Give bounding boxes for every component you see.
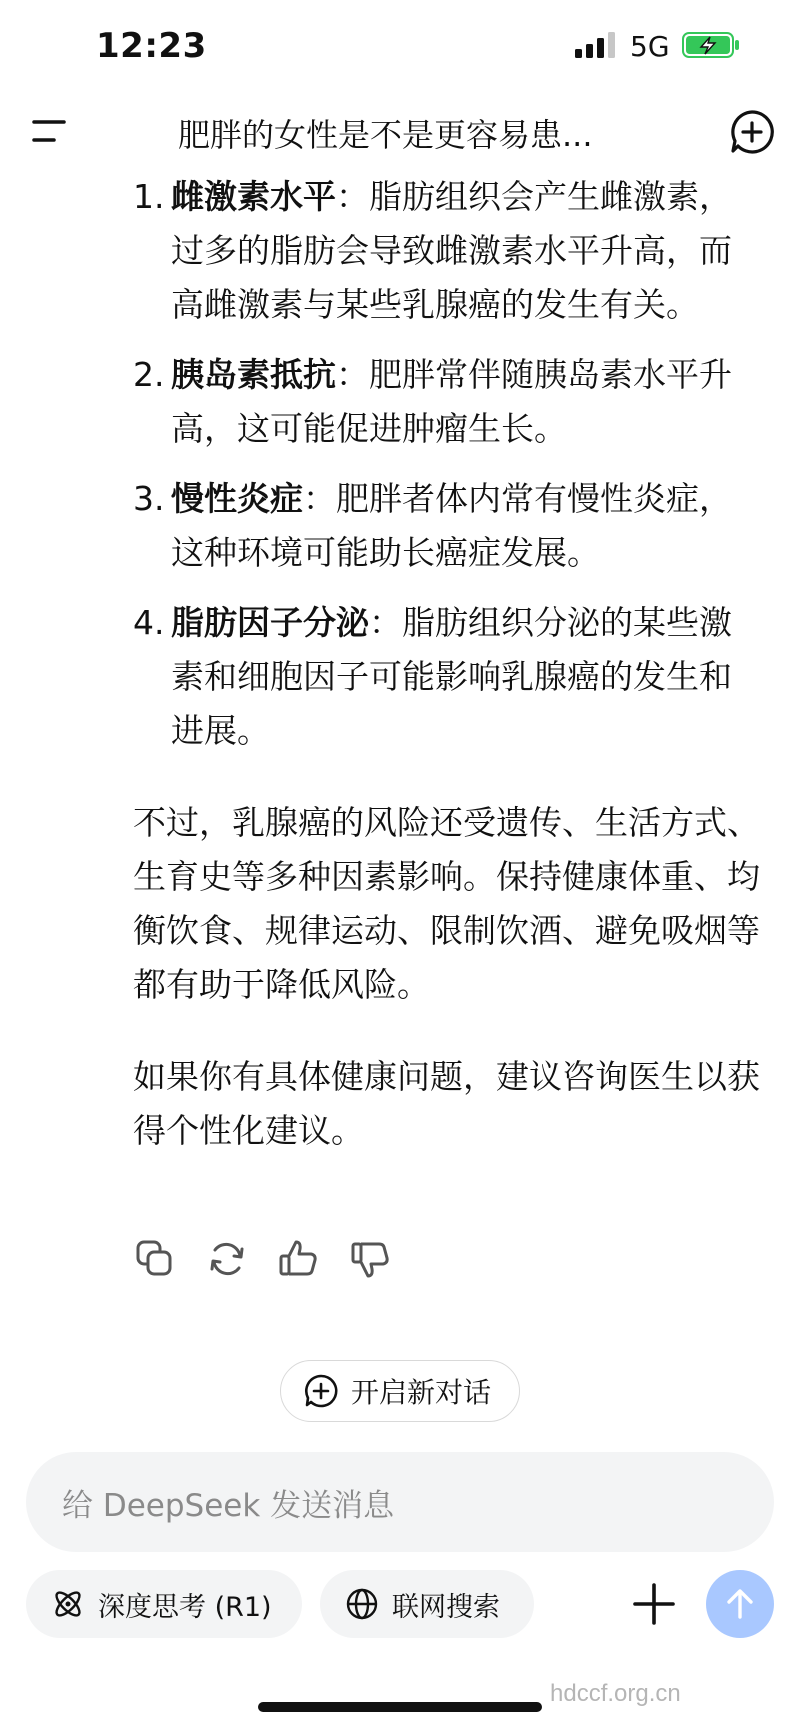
list-item [133, 596, 763, 758]
watermark: hdccf.org.cn [550, 1680, 681, 1707]
chat-title: 肥胖的女性是不是更容易患... [178, 116, 593, 154]
list-separator: ： [336, 177, 369, 216]
message-paragraph: 如果你有具体健康问题，建议咨询医生以获得个性化建议。 [133, 1057, 760, 1150]
list-term: 脂肪因子分泌 [171, 603, 369, 642]
chat-header [0, 96, 800, 168]
message-input-placeholder: 给 DeepSeek 发送消息 [62, 1487, 395, 1524]
plus-icon[interactable] [632, 1582, 676, 1626]
home-indicator [258, 1702, 542, 1712]
list-separator: ： [336, 355, 369, 394]
message-actions [134, 1238, 434, 1282]
menu-icon[interactable] [30, 112, 74, 152]
send-button[interactable] [706, 1570, 774, 1638]
status-bar [0, 0, 800, 96]
new-chat-icon [303, 1373, 339, 1409]
assistant-message [133, 170, 763, 1158]
list-number: 4. [133, 603, 165, 642]
battery-charging-icon [682, 32, 740, 58]
web-search-toggle[interactable] [320, 1570, 534, 1638]
atom-icon [50, 1586, 86, 1622]
list-text: 脂肪组织分泌的某些激素和细胞因子可能影响乳腺癌的发生和进展。 [171, 603, 732, 750]
list-separator: ： [303, 479, 336, 518]
web-search-label: 联网搜索 [392, 1591, 500, 1623]
list-number: 2. [133, 355, 165, 394]
new-dialog-button[interactable] [280, 1360, 520, 1422]
regenerate-icon[interactable] [206, 1238, 248, 1280]
network-label: 5G [630, 30, 670, 63]
list-term: 慢性炎症 [171, 479, 303, 518]
list-item [133, 348, 763, 456]
arrow-up-icon [722, 1586, 758, 1622]
list-term: 胰岛素抵抗 [171, 355, 336, 394]
list-term: 雌激素水平 [171, 177, 336, 216]
list-item [133, 472, 763, 580]
globe-icon [344, 1586, 380, 1622]
deep-think-toggle[interactable] [26, 1570, 302, 1638]
list-text: 肥胖者体内常有慢性炎症，这种环境可能助长癌症发展。 [171, 479, 732, 572]
status-time: 12:23 [96, 26, 207, 66]
list-separator: ： [369, 603, 402, 642]
message-paragraph: 不过，乳腺癌的风险还受遗传、生活方式、生育史等多种因素影响。保持健康体重、均衡饮食、规律运动、限制饮酒、避免吸烟等都有助于降低风险。 [133, 803, 760, 1004]
message-input[interactable] [26, 1452, 774, 1552]
list-item [133, 170, 763, 332]
thumbs-down-icon[interactable] [350, 1238, 392, 1280]
deep-think-label: 深度思考 (R1) [98, 1591, 272, 1623]
factor-list [133, 170, 763, 758]
new-chat-icon[interactable] [728, 108, 776, 156]
list-text: 肥胖常伴随胰岛素水平升高，这可能促进肿瘤生长。 [171, 355, 732, 448]
list-number: 3. [133, 479, 165, 518]
list-number: 1. [133, 177, 165, 216]
copy-icon[interactable] [134, 1238, 176, 1280]
new-dialog-label: 开启新对话 [351, 1376, 492, 1409]
signal-icon [575, 32, 619, 58]
thumbs-up-icon[interactable] [278, 1238, 320, 1280]
list-text: 脂肪组织会产生雌激素，过多的脂肪会导致雌激素水平升高，而高雌激素与某些乳腺癌的发生有关。 [171, 177, 732, 324]
